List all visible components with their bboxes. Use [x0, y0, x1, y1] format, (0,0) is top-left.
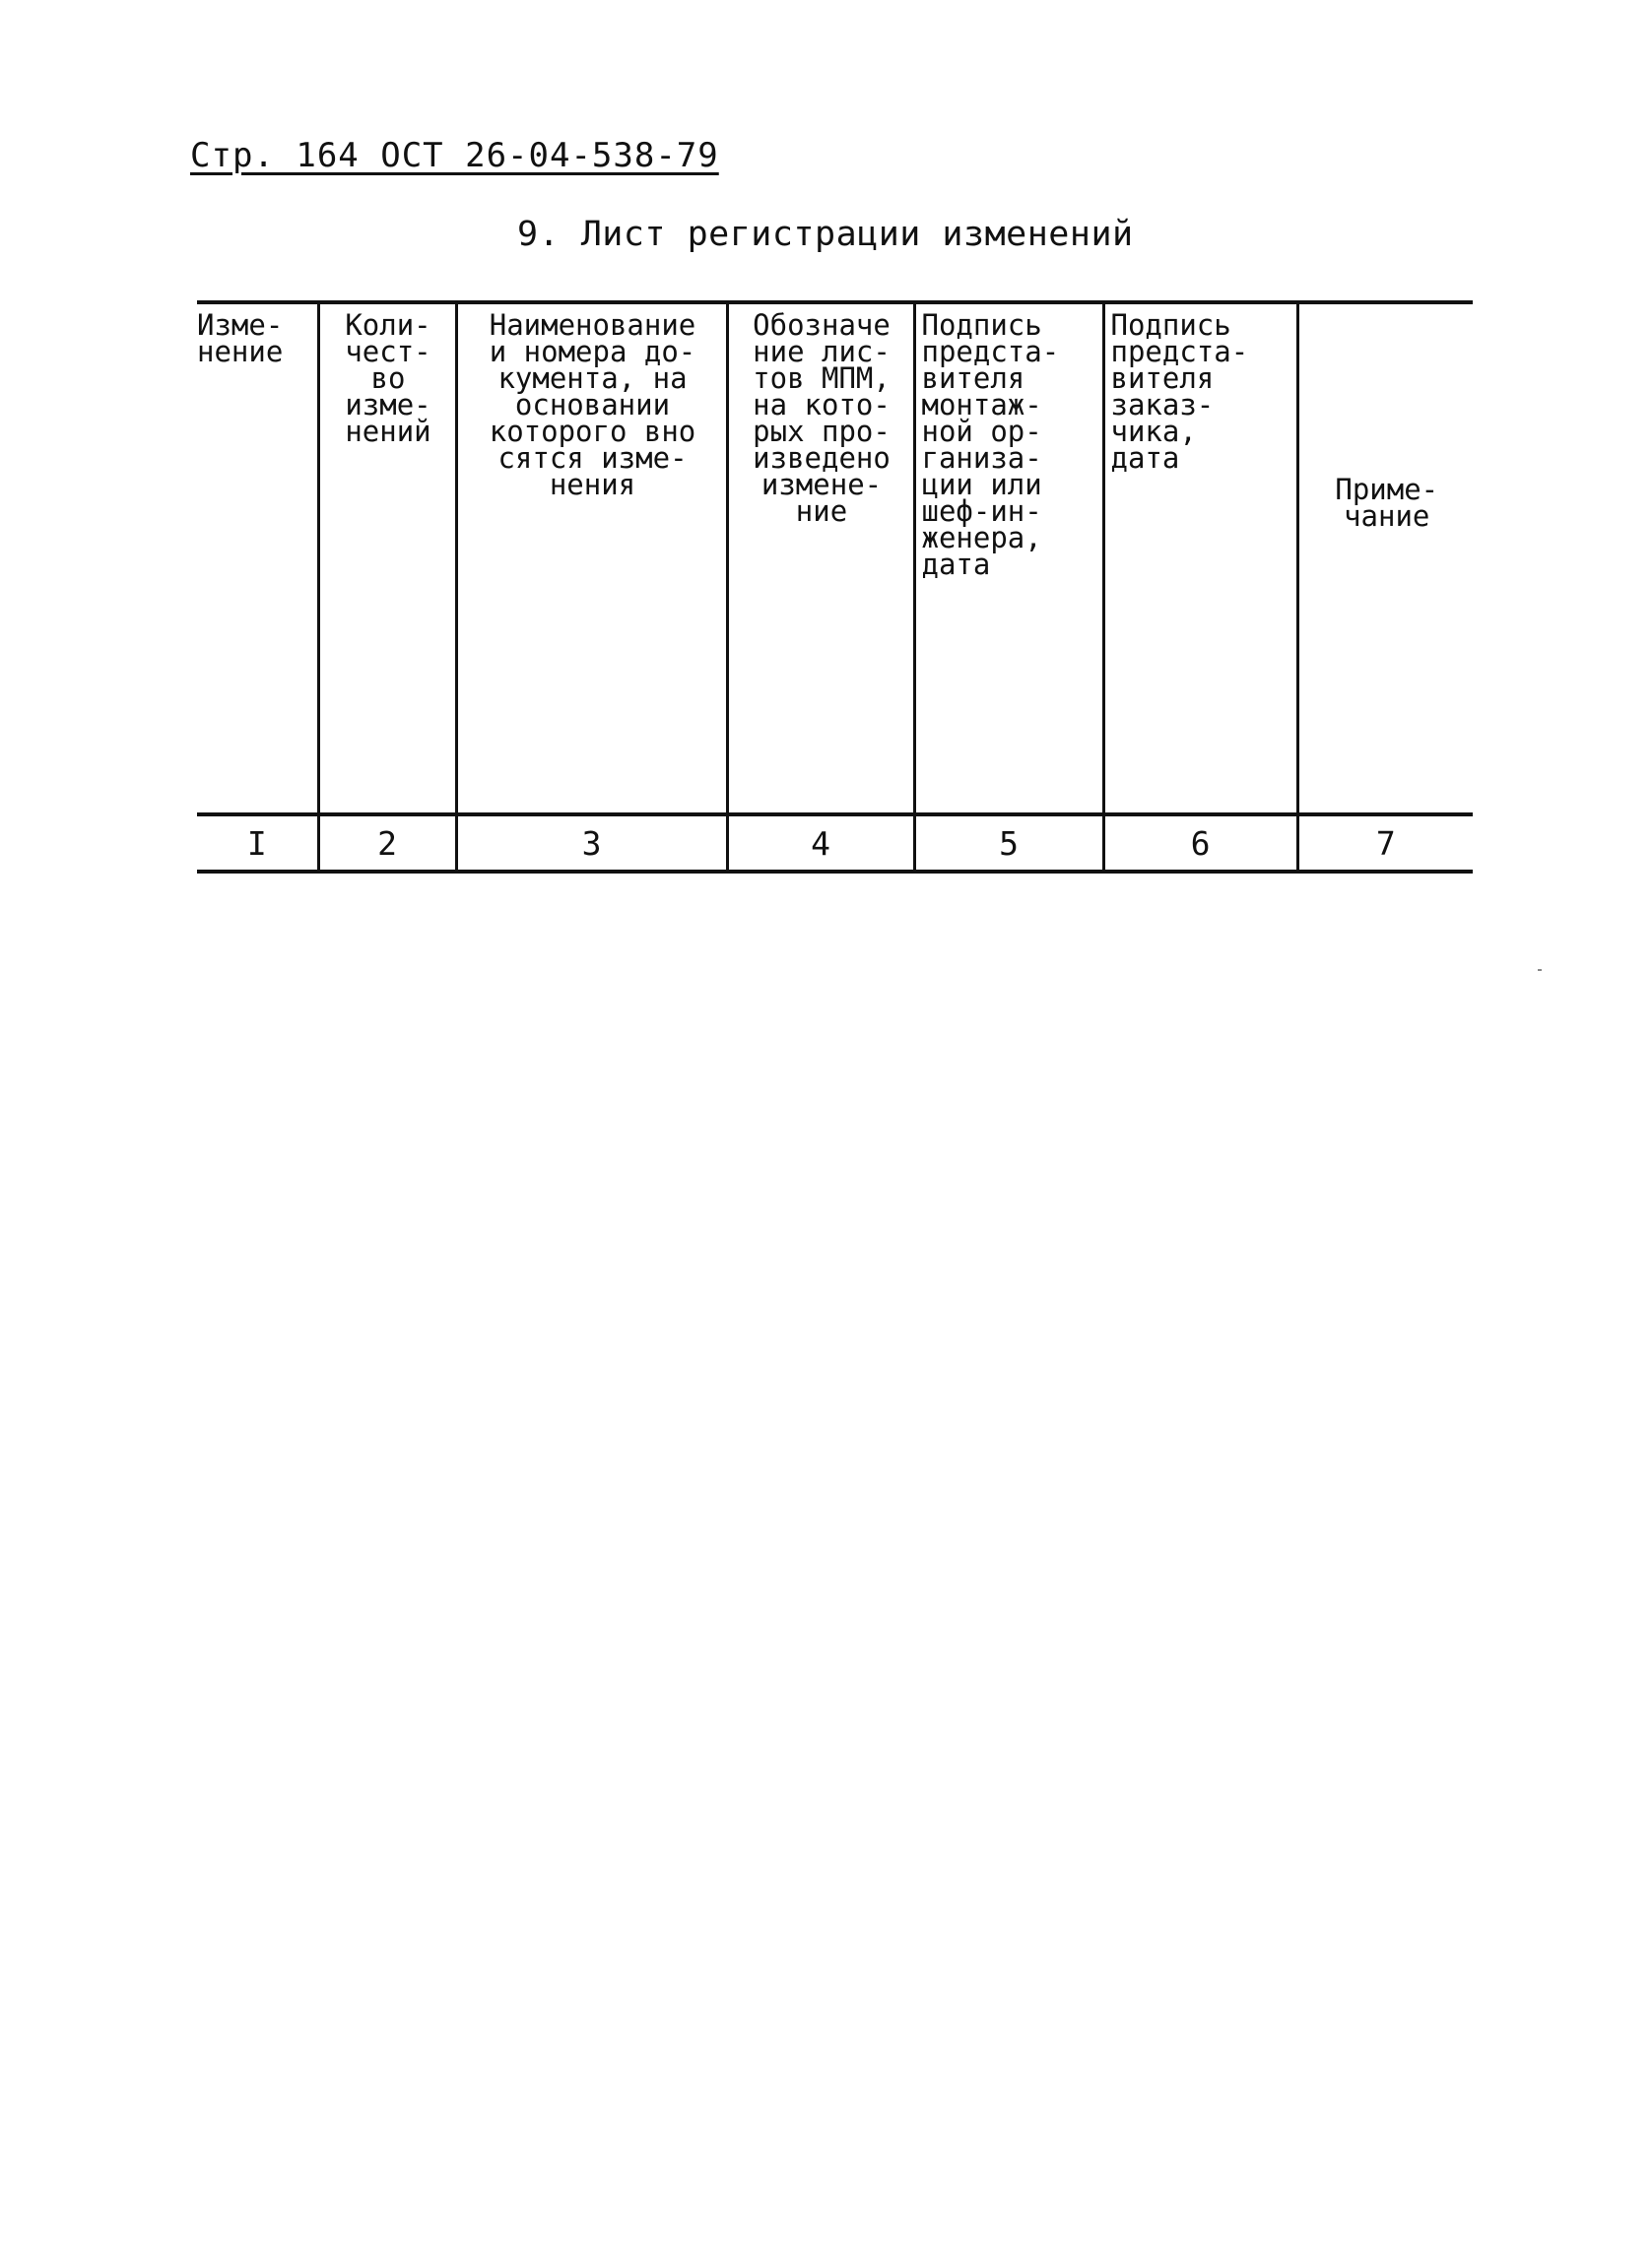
scan-mark [1538, 969, 1542, 971]
header-installer-signature: Подпись предста- вителя монтаж- ной ор- ганиза- ции или шеф-ин- женера, дата [914, 302, 1103, 814]
change-registration-table [197, 300, 1473, 874]
column-number-1: I [197, 814, 318, 872]
header-changes-count: Коли- чест- во изме- нений [318, 302, 456, 814]
header-note: Приме- чание [1297, 302, 1473, 814]
page-header: Стр. 164 ОСТ 26-04-538-79 [190, 136, 719, 175]
header-customer-signature: Подпись предста- вителя заказ- чика, дата [1103, 302, 1297, 814]
column-number-3: 3 [456, 814, 727, 872]
header-change: Изме- нение [197, 302, 318, 814]
column-number-4: 4 [727, 814, 914, 872]
column-number-7: 7 [1297, 814, 1473, 872]
column-number-row [197, 814, 1473, 872]
column-number-5: 5 [914, 814, 1103, 872]
column-number-6: 6 [1103, 814, 1297, 872]
column-number-2: 2 [318, 814, 456, 872]
header-document-name: Наименование и номера до- кумента, на основании которого вно сятся изме- нения [456, 302, 727, 814]
header-sheet-designation: Обозначе ние лис- тов МПМ, на кото- рых про- изведено измене- ние [727, 302, 914, 814]
section-title: 9. Лист регистрации изменений [517, 215, 1134, 254]
table-header-row [197, 302, 1473, 814]
